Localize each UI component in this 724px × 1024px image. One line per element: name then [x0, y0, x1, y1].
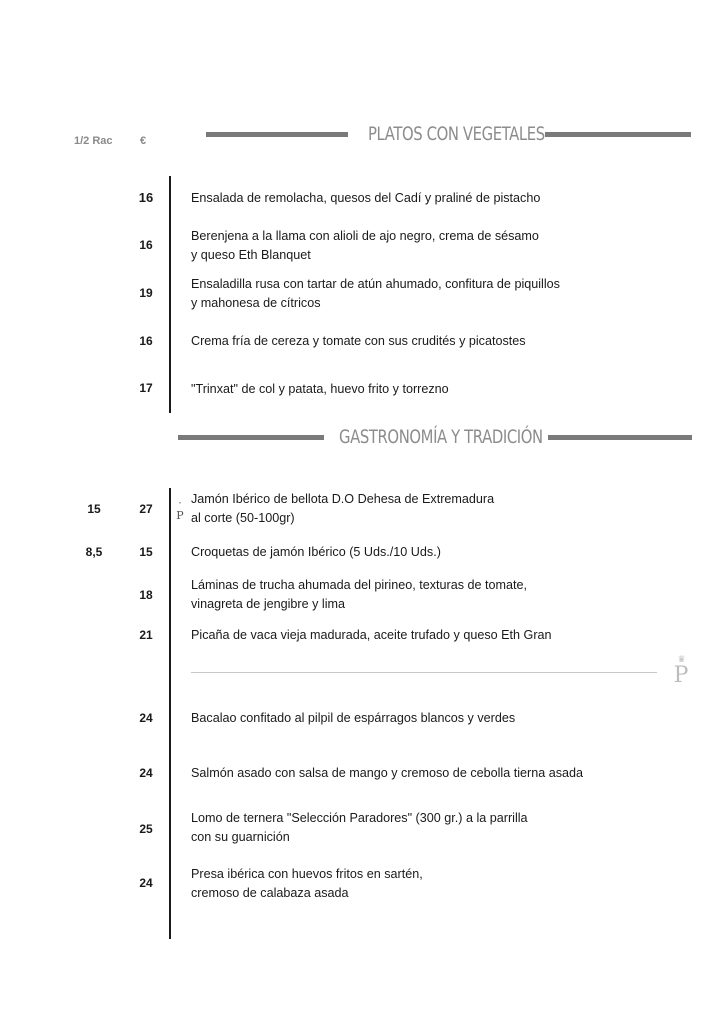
description-line: Jamón Ibérico de bellota D.O Dehesa de Extremadura [191, 492, 495, 506]
menu-item-description [191, 764, 583, 783]
description-line: y mahonesa de cítricos [191, 295, 321, 310]
item-price: 16 [139, 238, 153, 252]
menu-item-description [191, 709, 515, 728]
menu-item-description [191, 380, 449, 399]
description-line: Crema fría de cereza y tomate con sus crudités y picatostes [191, 334, 526, 348]
section-title-vegetales: PLATOS CON VEGETALES [368, 123, 545, 145]
crown-icon: ♛ [677, 655, 685, 665]
seal-letter: P [176, 509, 184, 522]
item-price: 17 [139, 381, 153, 395]
paradores-seal-icon: ˆ P [174, 501, 186, 521]
menu-item-description [191, 809, 528, 846]
logo-letter: P [673, 663, 689, 688]
description-line: "Trinxat" de col y patata, huevo frito y torrezno [191, 382, 449, 396]
item-price: 24 [139, 876, 153, 890]
item-price: 25 [139, 822, 153, 836]
description-line: al corte (50-100gr) [191, 510, 295, 525]
item-price: 24 [139, 711, 153, 725]
description-line: con su guarnición [191, 829, 290, 844]
description-line: Lomo de ternera "Selección Paradores" (300 gr.) a la parrilla [191, 811, 528, 825]
half-portion-column-header: 1/2 Rac [74, 135, 113, 147]
item-price: 21 [139, 628, 153, 642]
description-line: y queso Eth Blanquet [191, 247, 311, 262]
description-line: cremoso de calabaza asada [191, 885, 349, 900]
menu-item-description [191, 275, 560, 312]
section-divider-right [548, 435, 692, 440]
description-line: Ensaladilla rusa con tartar de atún ahumado, confitura de piquillos [191, 277, 560, 291]
price-column-header: € [140, 135, 147, 147]
menu-item-description [191, 189, 540, 208]
item-price: 15 [139, 545, 153, 559]
menu-item-description [191, 865, 423, 902]
description-line: Croquetas de jamón Ibérico (5 Uds./10 Uds.) [191, 545, 441, 559]
half-portion-price: 8,5 [85, 545, 103, 559]
half-portion-price: 15 [87, 502, 101, 516]
item-price: 24 [139, 766, 153, 780]
item-price: 16 [139, 334, 153, 348]
description-line: Salmón asado con salsa de mango y cremoso de cebolla tierna asada [191, 766, 584, 780]
menu-item-description [191, 227, 539, 264]
item-price: 16 [138, 190, 154, 205]
section-title-tradicion: GASTRONOMÍA Y TRADICIÓN [339, 426, 543, 448]
section-divider-left [206, 132, 348, 137]
menu-item-description [191, 626, 552, 645]
description-line: Bacalao confitado al pilpil de espárragos blancos y verdes [191, 711, 516, 725]
description-line: Berenjena a la llama con alioli de ajo negro, crema de sésamo [191, 229, 539, 243]
menu-item-description [191, 490, 494, 527]
paradores-logo [670, 656, 692, 687]
description-line: Picaña de vaca vieja madurada, aceite trufado y queso Eth Gran [191, 628, 552, 642]
menu-vertical-rule [169, 176, 171, 413]
section-divider-right [545, 132, 691, 137]
description-line: Presa ibérica con huevos fritos en sartén, [191, 867, 423, 881]
menu-item-description [191, 576, 527, 613]
item-price: 27 [139, 502, 153, 516]
menu-item-description [191, 332, 526, 351]
menu-item-description [191, 543, 441, 562]
item-price: 18 [139, 588, 153, 602]
menu-vertical-rule [169, 488, 171, 939]
description-line: Láminas de trucha ahumada del pirineo, texturas de tomate, [191, 578, 528, 592]
description-line: Ensalada de remolacha, quesos del Cadí y praliné de pistacho [191, 191, 541, 205]
course-separator [191, 672, 657, 673]
item-price: 19 [139, 286, 153, 300]
description-line: vinagreta de jengibre y lima [191, 596, 346, 611]
section-divider-left [178, 435, 324, 440]
